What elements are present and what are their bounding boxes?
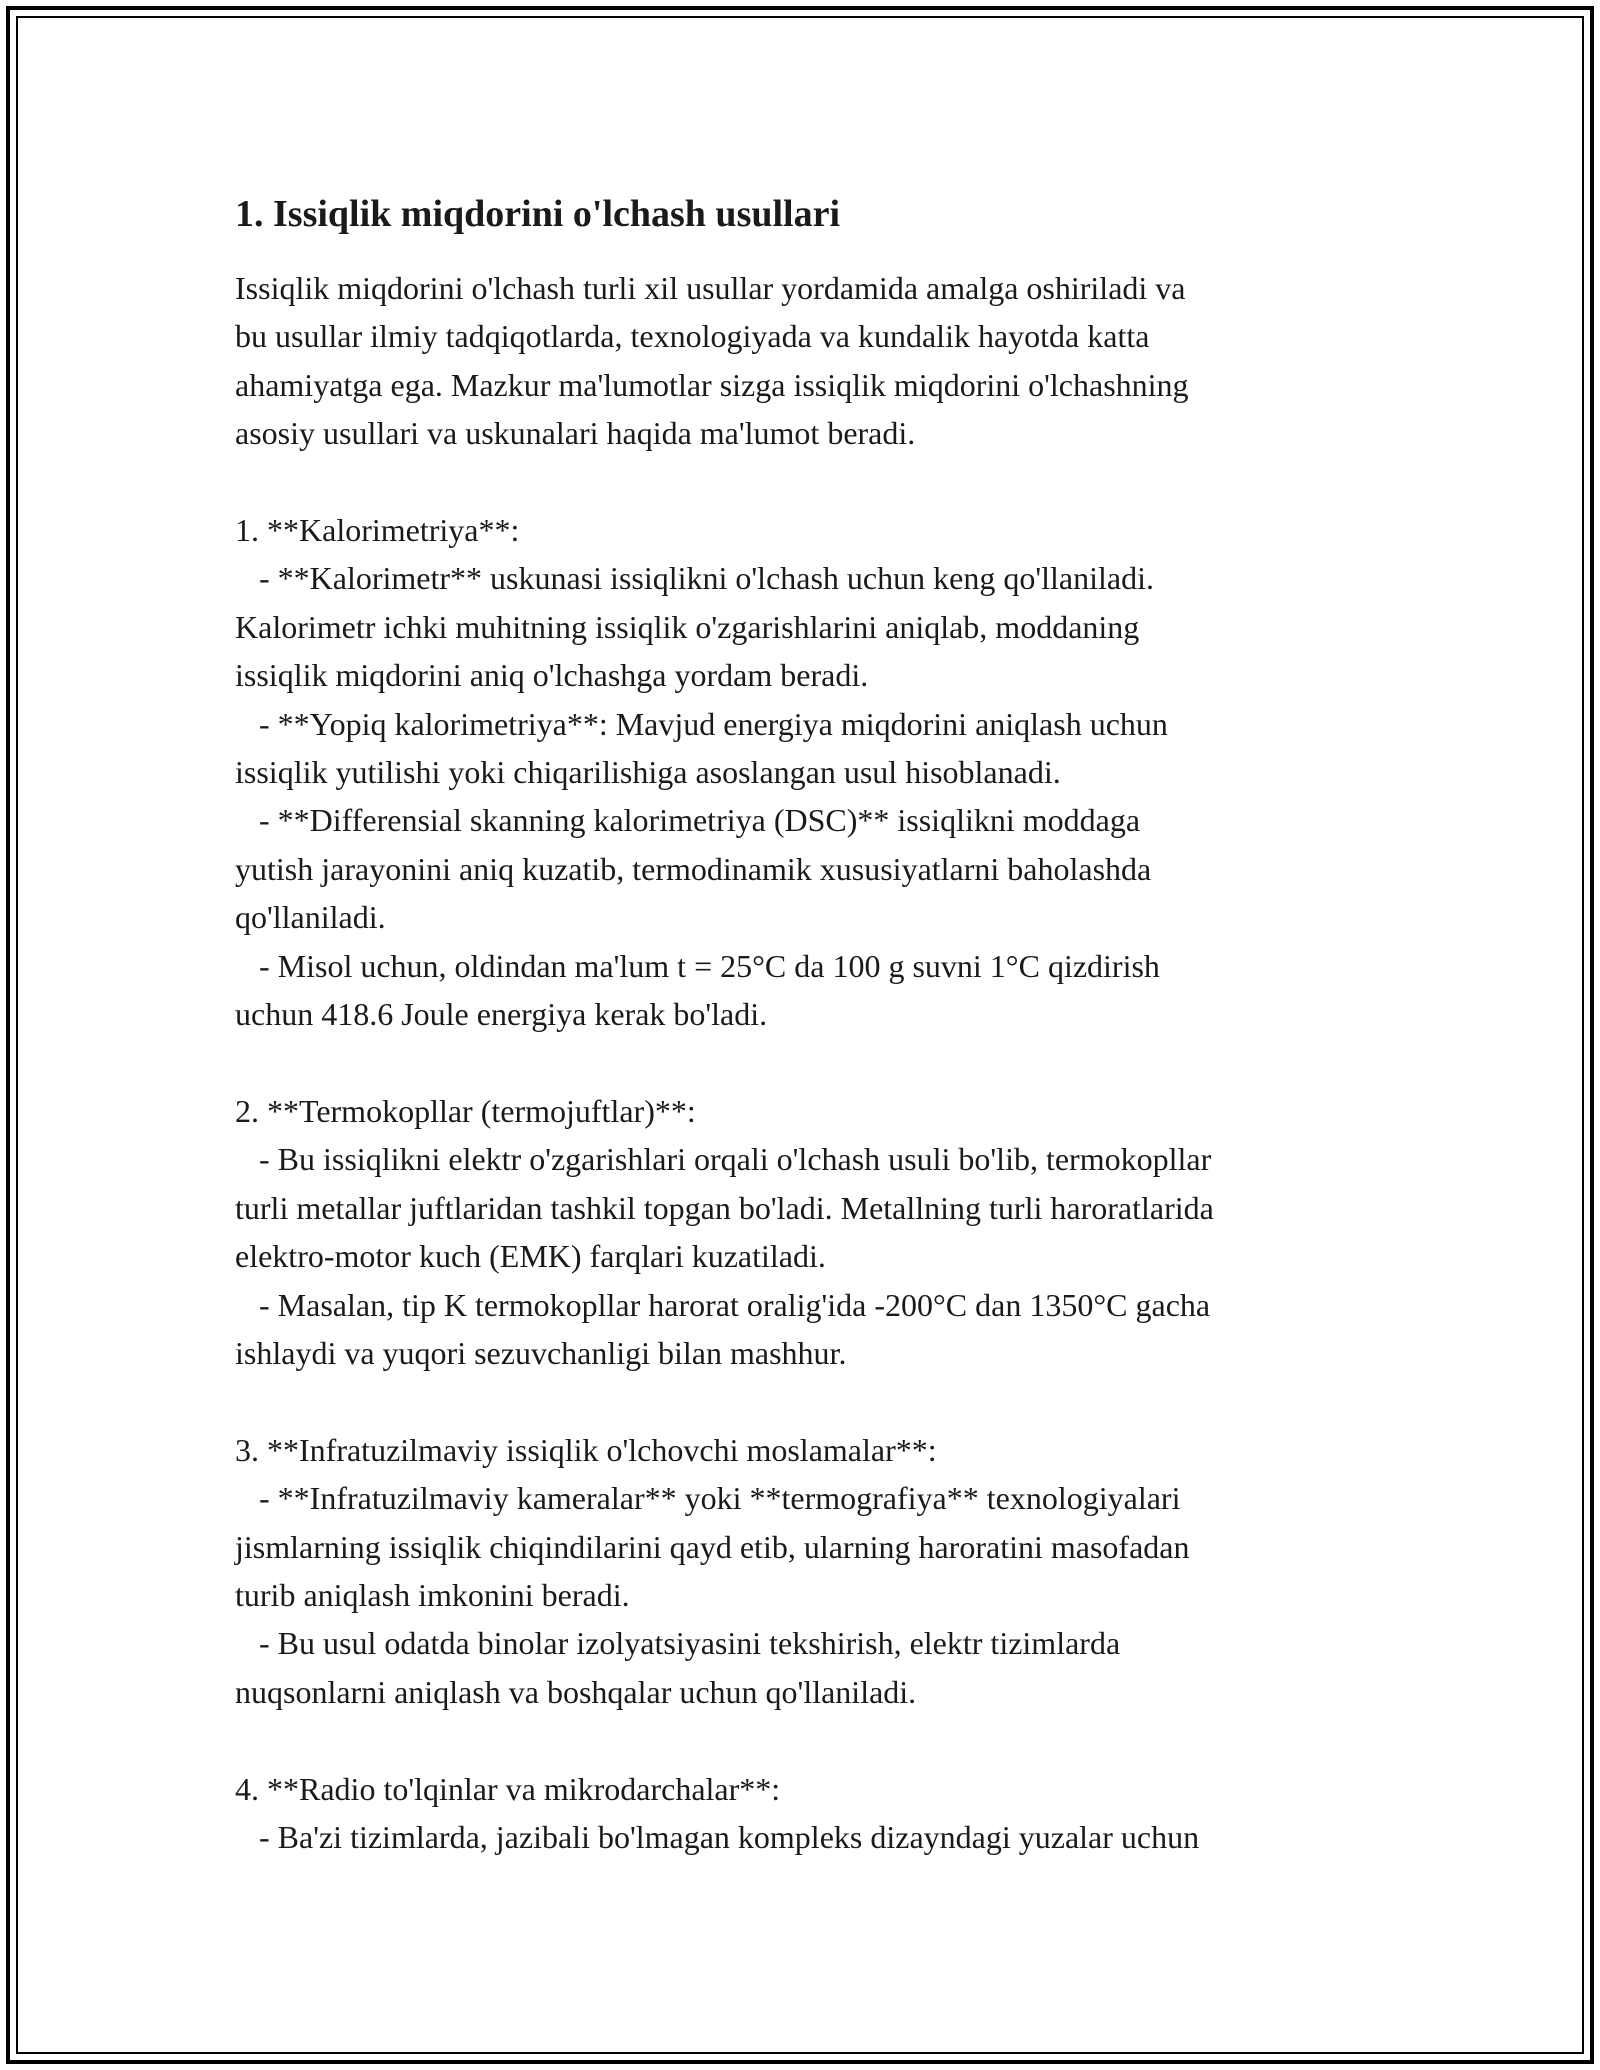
section-title: 1. **Kalorimetriya**: (235, 512, 520, 549)
section-infratuzilmaviy (235, 1426, 1365, 1716)
spacer (235, 1038, 1365, 1086)
section-body: - Ba'zi tizimlarda, jazibali bo'lmagan kompleks dizayndagi yuzalar uchun (235, 1818, 1200, 1855)
section-title: 2. **Termokopllar (termojuftlar)**: (235, 1092, 696, 1129)
intro-paragraph: Issiqlik miqdorini o'lchash turli xil usullar yordamida amalga oshiriladi va bu usullar ilmiy tadqiqotlarda, texnologiyada va kundalik hayotda katta ahamiyatga ega. Mazkur ma'lumotlar sizga issiqlik miqdorini o'lchashning asosiy usullari va uskunalari haqida ma'lumot beradi. (235, 270, 1189, 452)
spacer (235, 458, 1365, 506)
section-title: 4. **Radio to'lqinlar va mikrodarchalar**: (235, 1770, 781, 1807)
section-body: - **Kalorimetr** uskunasi issiqlikni o'lchash uchun keng qo'llaniladi. Kalorimetr ichki muhitning issiqlik o'zgarishlarini aniqlab, moddaning issiqlik miqdorini aniq o'lchashga yordam beradi. - **Yopiq kalorimetriya**: Mavjud energiya miqdorini aniqlash uchun issiqlik yutilishi yoki chiqarilishiga asoslangan usul hisoblanadi. - **Differensial skanning kalorimetriya (DSC)** issiqlikni moddaga yutish jarayonini aniq kuzatib, termodinamik xususiyatlarni baholashda qo'llaniladi. - Misol uchun, oldindan ma'lum t = 25°C da 100 g suvni 1°C qizdirish uchun 418.6 Joule energiya kerak bo'ladi. (235, 560, 1168, 1033)
page-title: 1. Issiqlik miqdorini o'lchash usullari (235, 193, 841, 235)
document-body (235, 190, 1365, 1861)
section-body: - **Infratuzilmaviy kameralar** yoki **termografiya** texnologiyalari jismlarning issiqlik chiqindilarini qayd etib, ularning haroratini masofadan turib aniqlash imkonini beradi. - Bu usul odatda binolar izolyatsiyasini tekshirish, elektr tizimlarda nuqsonlarni aniqlash va boshqalar uchun qo'llaniladi. (235, 1480, 1190, 1710)
section-radio (235, 1765, 1365, 1862)
section-kalorimetriya (235, 506, 1365, 1038)
spacer (235, 1716, 1365, 1764)
section-body: - Bu issiqlikni elektr o'zgarishlari orqali o'lchash usuli bo'lib, termokopllar turli metallar juftlaridan tashkil topgan bo'ladi. Metallning turli haroratlarida elektro-motor kuch (EMK) farqlari kuzatiladi. - Masalan, tip K termokopllar harorat oralig'ida -200°C dan 1350°C gacha ishlaydi va yuqori sezuvchanligi bilan mashhur. (235, 1141, 1214, 1371)
section-termokopllar (235, 1087, 1365, 1377)
section-title: 3. **Infratuzilmaviy issiqlik o'lchovchi moslamalar**: (235, 1431, 937, 1468)
spacer (235, 1377, 1365, 1425)
